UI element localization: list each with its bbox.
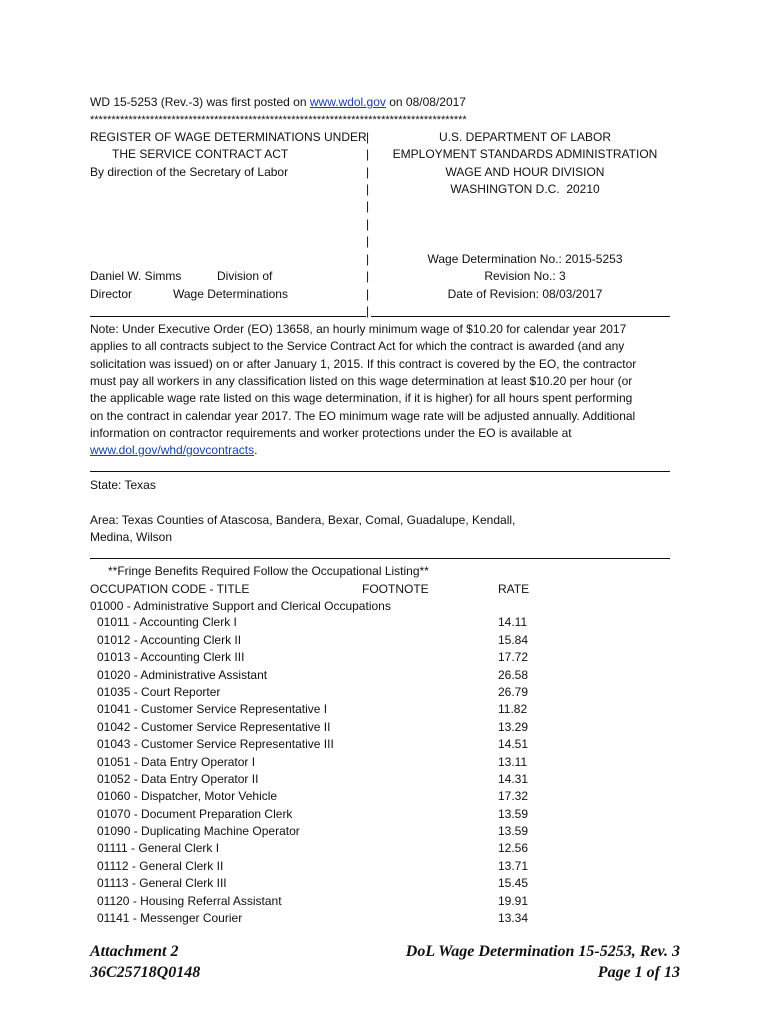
occupation-title: 01120 - Housing Referral Assistant xyxy=(97,894,282,908)
occupation-title: 01051 - Data Entry Operator I xyxy=(97,755,256,769)
divider-bar-1: | xyxy=(366,130,370,144)
wage-rate: 13.59 xyxy=(498,824,529,838)
table-row xyxy=(97,807,537,824)
occupation-title: 01012 - Accounting Clerk II xyxy=(97,633,242,647)
dept-name: U.S. DEPARTMENT OF LABOR xyxy=(438,130,612,144)
occupation-title: 01052 - Data Entry Operator II xyxy=(97,772,259,786)
asterisk-rule: **************************************************************************************** xyxy=(90,114,467,126)
occupation-title: 01141 - Messenger Courier xyxy=(97,911,243,925)
note-link-suffix: . xyxy=(254,443,258,457)
posted-suffix: on 08/08/2017 xyxy=(385,95,466,109)
division-line1: Division of xyxy=(217,269,273,283)
occupation-title: 01112 - General Clerk II xyxy=(97,859,224,873)
wage-rate: 26.79 xyxy=(498,685,529,699)
table-row xyxy=(97,911,537,928)
footer-attachment: Attachment 2 xyxy=(90,943,179,960)
col-rate: RATE xyxy=(498,582,530,596)
table-row xyxy=(97,668,537,685)
wage-rate: 14.51 xyxy=(498,737,529,751)
table-row xyxy=(97,859,537,876)
footer-wd-title: DoL Wage Determination 15-5253, Rev. 3 xyxy=(405,943,680,960)
posted-line xyxy=(90,94,466,111)
footer-solicitation: 36C25718Q0148 xyxy=(90,964,201,981)
wage-rate: 13.34 xyxy=(498,911,529,925)
area-line-1: Area: Texas Counties of Atascosa, Bandera, Bexar, Comal, Guadalupe, Kendall, xyxy=(90,513,516,527)
table-row xyxy=(97,737,537,754)
occupation-title: 01011 - Accounting Clerk I xyxy=(97,615,237,629)
division-name: WAGE AND HOUR DIVISION xyxy=(445,165,605,179)
table-row xyxy=(97,615,537,632)
occupation-title: 01013 - Accounting Clerk III xyxy=(97,650,245,664)
state-line: State: Texas xyxy=(90,478,156,492)
divider-bar-4: | xyxy=(366,182,370,196)
wdol-link[interactable]: www.wdol.gov xyxy=(309,95,386,109)
occupation-title: 01111 - General Clerk I xyxy=(97,841,220,855)
divider-bar-2: | xyxy=(366,147,370,161)
note-line-7: information on contractor requirements and worker protections under the EO is available at xyxy=(90,426,572,440)
table-row xyxy=(97,824,537,841)
table-row xyxy=(97,894,537,911)
note-line-8 xyxy=(90,442,257,459)
occupation-title: 01090 - Duplicating Machine Operator xyxy=(97,824,300,838)
admin-name: EMPLOYMENT STANDARDS ADMINISTRATION xyxy=(392,147,658,161)
direction-line: By direction of the Secretary of Labor xyxy=(90,165,289,179)
table-row xyxy=(97,702,537,719)
col-code-title: OCCUPATION CODE - TITLE xyxy=(90,582,250,596)
wage-rate: 12.56 xyxy=(498,841,529,855)
occupation-title: 01043 - Customer Service Representative III xyxy=(97,737,334,751)
divider-bar-8: | xyxy=(366,252,370,266)
occupation-title: 01020 - Administrative Assistant xyxy=(97,668,268,682)
divider-bar-3: | xyxy=(366,165,370,179)
wage-rate: 15.84 xyxy=(498,633,529,647)
note-line-2: applies to all contracts subject to the Service Contract Act for which the contract is awarded (and any xyxy=(90,339,625,353)
wage-rate: 17.72 xyxy=(498,650,529,664)
divider-bar-11: | xyxy=(366,304,370,318)
fringe-note: **Fringe Benefits Required Follow the Occupational Listing** xyxy=(108,564,429,578)
wage-rate: 14.11 xyxy=(498,615,528,629)
note-line-4: must pay all workers in any classification listed on this wage determination at least $10.20 per hour (or xyxy=(90,374,633,388)
wage-rate: 17.32 xyxy=(498,789,529,803)
note-line-6: on the contract in calendar year 2017. The EO minimum wage rate will be adjusted annually. Additional xyxy=(90,409,636,423)
area-rule xyxy=(90,558,670,559)
col-footnote: FOOTNOTE xyxy=(362,582,429,596)
divider-bar-10: | xyxy=(366,287,370,301)
note-line-5: the applicable wage rate listed on this wage determination, if it is higher) for all hours spent performing xyxy=(90,391,633,405)
wage-rate: 13.71 xyxy=(498,859,529,873)
occupation-title: 01041 - Customer Service Representative I xyxy=(97,702,328,716)
register-title-line2: THE SERVICE CONTRACT ACT xyxy=(112,147,289,161)
wage-rate: 13.11 xyxy=(498,755,528,769)
table-row xyxy=(97,755,537,772)
signer-title: Director xyxy=(90,287,133,301)
wage-rate: 13.59 xyxy=(498,807,529,821)
occupation-title: 01042 - Customer Service Representative II xyxy=(97,720,331,734)
wd-number: Wage Determination No.: 2015-5253 xyxy=(427,252,623,266)
note-rule xyxy=(90,471,670,472)
area-line-2: Medina, Wilson xyxy=(90,530,173,544)
occupation-title: 01070 - Document Preparation Clerk xyxy=(97,807,293,821)
divider-bar-7: | xyxy=(366,234,370,248)
note-line-1: Note: Under Executive Order (EO) 13658, an hourly minimum wage of $10.20 for calendar year 2017 xyxy=(90,322,627,336)
wage-rate: 14.31 xyxy=(498,772,529,786)
table-row xyxy=(97,633,537,650)
division-line2: Wage Determinations xyxy=(173,287,288,301)
table-row xyxy=(97,650,537,667)
occupation-group: 01000 - Administrative Support and Clerical Occupations xyxy=(90,599,391,613)
signer-name: Daniel W. Simms xyxy=(90,269,182,283)
wage-rate: 19.91 xyxy=(498,894,529,908)
divider-bar-5: | xyxy=(366,199,370,213)
wage-rate: 11.82 xyxy=(498,702,528,716)
header-rule-right xyxy=(371,316,670,317)
wage-rate: 26.58 xyxy=(498,668,529,682)
table-row xyxy=(97,876,537,893)
table-row xyxy=(97,789,537,806)
address: WASHINGTON D.C. 20210 xyxy=(450,182,600,196)
govcontracts-link[interactable]: www.dol.gov/whd/govcontracts xyxy=(90,443,255,457)
table-row xyxy=(97,685,537,702)
table-row xyxy=(97,772,537,789)
divider-bar-9: | xyxy=(366,269,370,283)
wage-rate: 13.29 xyxy=(498,720,529,734)
occupation-title: 01060 - Dispatcher, Motor Vehicle xyxy=(97,789,278,803)
posted-prefix: WD 15-5253 (Rev.-3) was first posted on xyxy=(90,95,310,109)
table-row xyxy=(97,720,537,737)
header-rule-left xyxy=(90,316,366,317)
note-line-3: solicitation was issued) on or after January 1, 2015. If this contract is covered by the EO, the contractor xyxy=(90,357,637,371)
occupation-title: 01113 - General Clerk III xyxy=(97,876,227,890)
wage-rate: 15.45 xyxy=(498,876,529,890)
occupation-title: 01035 - Court Reporter xyxy=(97,685,221,699)
footer-page-number: Page 1 of 13 xyxy=(597,964,680,981)
revision-number: Revision No.: 3 xyxy=(484,269,566,283)
divider-bar-6: | xyxy=(366,217,370,231)
table-row xyxy=(97,841,537,858)
revision-date: Date of Revision: 08/03/2017 xyxy=(447,287,603,301)
register-title-line1: REGISTER OF WAGE DETERMINATIONS UNDER xyxy=(90,130,367,144)
